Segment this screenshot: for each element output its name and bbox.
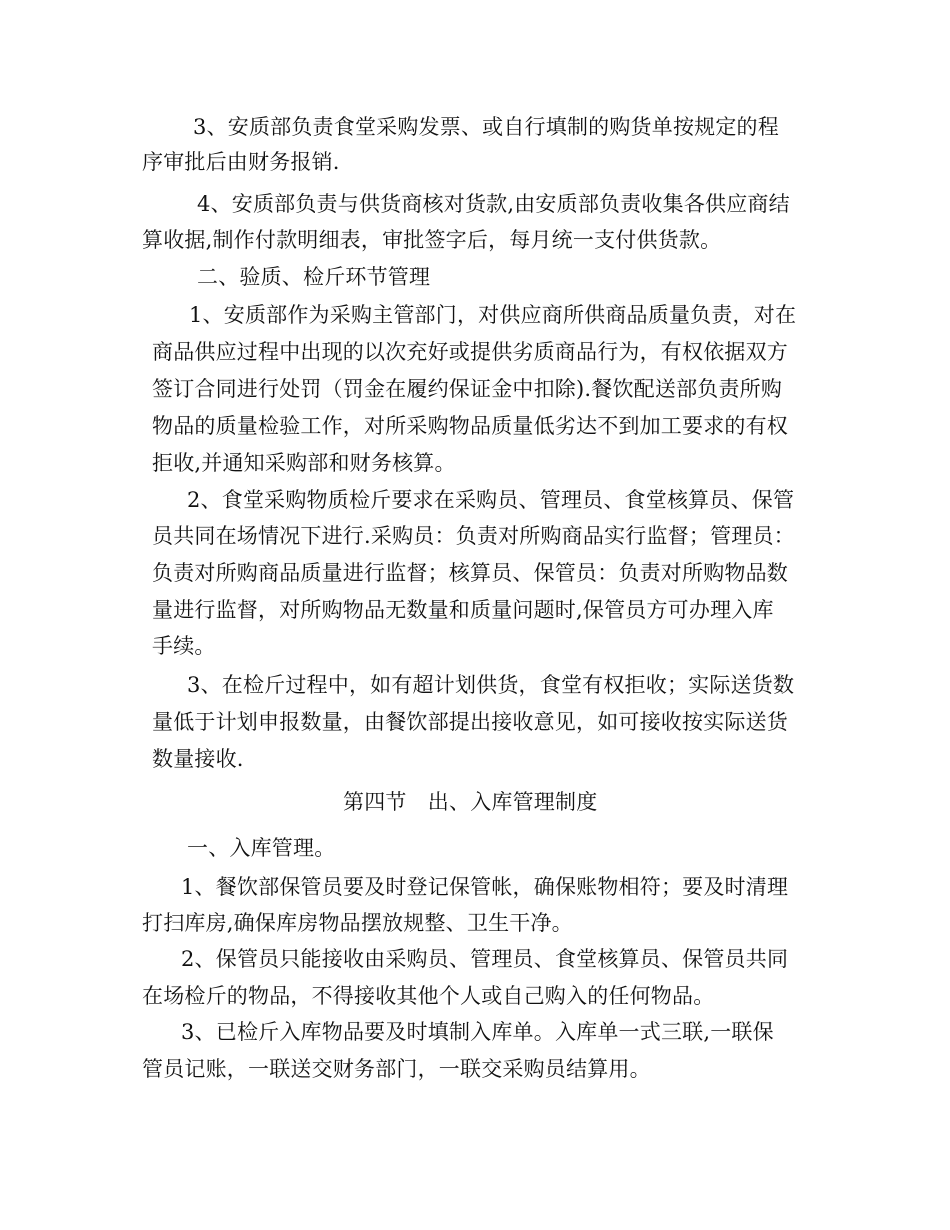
p6-line-2: 打扫库房,确保库房物品摆放规整、卫生干净。 [142,911,573,935]
p2-line-1: 4、安质部负责与供货商核对货款,由安质部负责收集各供应商结 [197,192,790,216]
p4-line-1: 2、食堂采购物质检斤要求在采购员、管理员、食堂核算员、保管 [187,488,795,512]
p7-line-1: 2、保管员只能接收由采购员、管理员、食堂核算员、保管员共同 [181,947,789,971]
p1-line-1: 3、安质部负责食堂采购发票、或自行填制的购货单按规定的程 [193,115,779,139]
p1-line-2: 序审批后由财务报销. [142,150,340,174]
p3-line-2: 商品供应过程中出现的以次充好或提供劣质商品行为，有权依据双方 [152,340,788,364]
p4-line-3: 负责对所购商品质量进行监督；核算员、保管员：负责对所购物品数 [152,561,788,585]
heading-inspection: 二、验质、检斤环节管理 [197,265,431,289]
p3-line-1: 1、安质部作为采购主管部门，对供应商所供商品质量负责，对在 [189,303,797,327]
p7-line-2: 在场检斤的物品，不得接收其他个人或自己购入的任何物品。 [142,984,715,1008]
p5-line-3: 数量接收. [152,747,244,771]
section-title: 第四节 出、入库管理制度 [343,790,598,814]
p4-line-2: 员共同在场情况下进行.采购员：负责对所购商品实行监督；管理员： [152,524,795,548]
p3-line-3: 签订合同进行处罚（罚金在履约保证金中扣除).餐饮配送部负责所购 [152,377,783,401]
p4-line-4: 量进行监督，对所购物品无数量和质量问题时,保管员方可办理入库 [152,598,774,622]
p8-line-2: 管员记账，一联送交财务部门，一联交采购员结算用。 [142,1057,651,1081]
p2-line-2: 算收据,制作付款明细表，审批签字后，每月统一支付供货款。 [142,228,722,252]
p3-line-4: 物品的质量检验工作，对所采购物品质量低劣达不到加工要求的有权 [152,414,788,438]
heading-warehousing: 一、入库管理。 [187,836,336,860]
p5-line-1: 3、在检斤过程中，如有超计划供货，食堂有权拒收；实际送货数 [187,673,795,697]
p8-line-1: 3、已检斤入库物品要及时填制入库单。入库单一式三联,一联保 [181,1020,774,1044]
p6-line-1: 1、餐饮部保管员要及时登记保管帐，确保账物相符；要及时清理 [181,875,789,899]
p3-line-5: 拒收,并通知采购部和财务核算。 [152,451,456,475]
p5-line-2: 量低于计划申报数量，由餐饮部提出接收意见，如可接收按实际送货 [152,710,788,734]
p4-line-5: 手续。 [152,634,216,658]
